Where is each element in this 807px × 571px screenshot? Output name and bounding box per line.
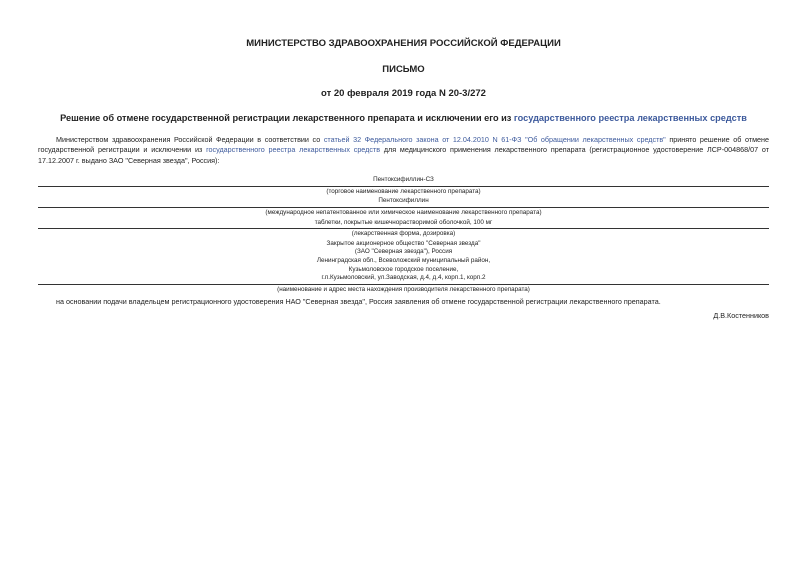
dosage-form-caption: (лекарственная форма, дозировка) bbox=[38, 228, 769, 239]
manufacturer-line: Закрытое акционерное общество "Северная звезда" bbox=[326, 239, 481, 247]
manufacturer bbox=[38, 239, 769, 284]
inn-caption: (международное непатентованное или химическое наименование лекарственного препарата) bbox=[38, 207, 769, 218]
inn-name: Пентоксифиллин bbox=[378, 197, 429, 205]
registry-link-inline[interactable]: государственного реестра лекарственных средств bbox=[206, 145, 381, 155]
law-article-link[interactable]: статьей 32 Федерального закона от 12.04.2010 N 61-ФЗ "Об обращении лекарственных средств" bbox=[323, 135, 666, 144]
document-subject bbox=[38, 113, 769, 123]
drug-info-table bbox=[38, 175, 769, 294]
manufacturer-caption: (наименование и адрес места нахождения производителя лекарственного препарата) bbox=[38, 284, 769, 295]
main-paragraph bbox=[38, 135, 769, 166]
basis-paragraph: на основании подачи владельцем регистрационного удостоверения НАО "Северная звезда", Россия заявления об отмене государственной регистрации лекарственного препарата. bbox=[56, 297, 661, 307]
registry-link[interactable]: государственного реестра лекарственных средств bbox=[513, 113, 747, 123]
manufacturer-line: Ленинградская обл., Всеволожский муниципальный район, bbox=[316, 256, 491, 264]
paragraph-text-2: принято решение об отмене государственной регистрации и исключении из bbox=[38, 135, 769, 155]
signature: Д.В.Костенников bbox=[713, 311, 769, 321]
document bbox=[38, 0, 769, 321]
dosage-form: таблетки, покрытые кишечнорастворимой оболочкой, 100 мг bbox=[314, 218, 493, 226]
ministry-title: МИНИСТЕРСТВО ЗДРАВООХРАНЕНИЯ РОССИЙСКОЙ ФЕДЕРАЦИИ bbox=[246, 38, 561, 49]
document-type: ПИСЬМО bbox=[382, 64, 425, 75]
paragraph-text-1: Министерством здравоохранения Российской Федерации в соответствии со bbox=[56, 135, 324, 144]
paragraph-text-3: для медицинского применения лекарственного препарата (регистрационное удостоверение ЛСР-004868/07 от 17.12.2007 г. выдано ЗАО "Северная звезда", Россия): bbox=[38, 145, 769, 165]
subject-text: Решение об отмене государственной регистрации лекарственного препарата и исключении его из bbox=[60, 113, 514, 123]
document-date-number: от 20 февраля 2019 года N 20-3/272 bbox=[321, 88, 486, 99]
manufacturer-line: Кузьмоловское городское поселение, bbox=[348, 265, 459, 273]
trade-name-caption: (торговое наименование лекарственного препарата) bbox=[38, 186, 769, 197]
manufacturer-line: г.п.Кузьмоловский, ул.Заводская, д.4, д.4, корп.1, корп.2 bbox=[321, 274, 486, 282]
trade-name: Пентоксифиллин-СЗ bbox=[373, 176, 434, 184]
manufacturer-line: (ЗАО "Северная звезда"), Россия bbox=[354, 248, 453, 256]
